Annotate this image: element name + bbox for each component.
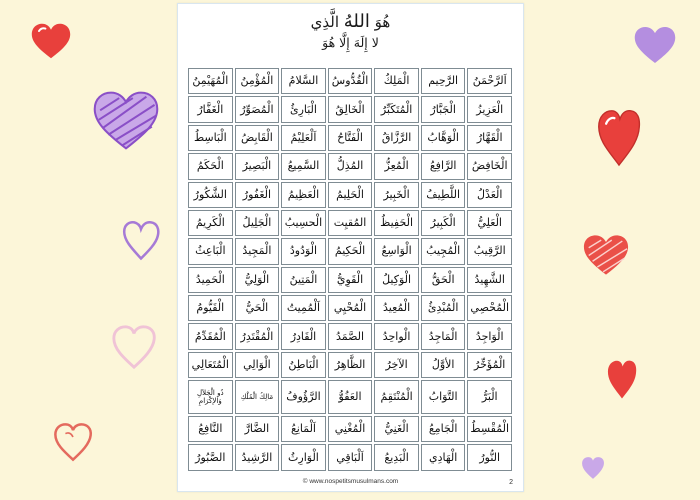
table-row: [188, 68, 512, 94]
name-cell: الرَّحِيم: [421, 68, 466, 94]
name-cell: الْقَيُّومُ: [188, 295, 233, 321]
name-cell: الرَّافِعُ: [421, 153, 466, 179]
name-cell: الصَّمَدُ: [328, 323, 373, 349]
name-cell: الْخَافِضُ: [467, 153, 512, 179]
table-row: [188, 153, 512, 179]
name-cell: المُذِلُّ: [328, 153, 373, 179]
name-cell: اَلْبَاقِي: [328, 444, 373, 471]
header-word-huwa: هُوَ: [374, 13, 391, 31]
name-cell: الْفَتَّاحُ: [328, 125, 373, 151]
name-cell: السَّلامُ: [281, 68, 326, 94]
name-cell: الْقَهَّارُ: [467, 125, 512, 151]
name-cell: الْبَاطِنُ: [281, 352, 326, 378]
name-cell: الْجَامِعُ: [421, 416, 466, 442]
name-cell: الْمَجِيدُ: [235, 238, 280, 264]
table-row: [188, 352, 512, 378]
purple-heart-icon: [633, 24, 677, 66]
name-cell: الْبَصِيرُ: [235, 153, 280, 179]
name-cell: الْغَفَّارُ: [188, 96, 233, 122]
name-cell: الْمُتَكَبِّرُ: [374, 96, 419, 122]
name-cell: الْمَلِكُ: [374, 68, 419, 94]
footer-url: © www.nospetitsmusulmans.com: [302, 478, 399, 485]
name-cell: الأوَّلُ: [421, 352, 466, 378]
name-cell: الشَّهِيدُ: [467, 267, 512, 293]
worksheet-header: [178, 12, 523, 52]
name-cell: الْهَادِي: [421, 444, 466, 471]
name-cell: التَّوَابُ: [421, 380, 466, 414]
name-cell: الْبَارِئُ: [281, 96, 326, 122]
name-cell: الْوَهَّابُ: [421, 125, 466, 151]
red-heart-icon: [596, 105, 642, 169]
name-cell: الْواحِدُ: [374, 323, 419, 349]
name-cell: الْمُحْصِي: [467, 295, 512, 321]
name-cell: العَفُوُّ: [328, 380, 373, 414]
names-table: [186, 66, 514, 473]
name-cell: الرَّقِيبُ: [467, 238, 512, 264]
red-heart-icon: [31, 22, 71, 60]
name-cell: الْجَبَّارُ: [421, 96, 466, 122]
name-cell: الْعَزِيزُ: [467, 96, 512, 122]
name-cell: الْوَدُودُ: [281, 238, 326, 264]
name-cell: الشَّكُورُ: [188, 182, 233, 208]
name-cell: الْمُغْنِي: [328, 416, 373, 442]
name-cell: الْمُبْدِئُ: [421, 295, 466, 321]
name-cell: الْبَاعِثُ: [188, 238, 233, 264]
header-line-1: [178, 12, 523, 32]
table-row: [188, 323, 512, 349]
name-cell: الْوَالِي: [235, 352, 280, 378]
name-cell: الظَّاهِرُ: [328, 352, 373, 378]
name-cell: الْحَفِيظُ: [374, 210, 419, 236]
name-cell: الْخَالِقُ: [328, 96, 373, 122]
name-cell: اَلْعَلِيْمُ: [281, 125, 326, 151]
name-cell: الْبَاسِطُ: [188, 125, 233, 151]
name-cell: الْمُنْتَقِمُ: [374, 380, 419, 414]
name-cell: الْكَبِيرُ: [421, 210, 466, 236]
name-cell: ذُو الْجَلاَلِ وَالإكْرَامِ: [188, 380, 233, 414]
header-line-2: لا إِلَهَ إِلَّا هُوَ: [322, 35, 379, 50]
header-word-alladhi: الَّذِي: [310, 13, 339, 31]
outline-purple-heart-icon: [120, 216, 162, 264]
name-cell: الْقُدُّوسُ: [328, 68, 373, 94]
red-heart-icon: [606, 358, 638, 400]
purple-heart-icon: [580, 454, 606, 482]
name-cell: المُقيِت: [328, 210, 373, 236]
name-cell: الْجَلِيلُ: [235, 210, 280, 236]
name-cell: الْمُعِزُّ: [374, 153, 419, 179]
name-cell: الرَّشِيدُ: [235, 444, 280, 471]
name-cell: الْمُعِيدُ: [374, 295, 419, 321]
name-cell: الْقَوِيُّ: [328, 267, 373, 293]
name-cell: الْمُحْيِي: [328, 295, 373, 321]
name-cell: الْقَابِضُ: [235, 125, 280, 151]
name-cell: الْحَمِيدُ: [188, 267, 233, 293]
name-cell: الْمُؤْمِنُ: [235, 68, 280, 94]
name-cell: الْحَيُّ: [235, 295, 280, 321]
name-cell: اللَّطِيفُ: [421, 182, 466, 208]
name-cell: الْقَادِرُ: [281, 323, 326, 349]
pink-outline-heart-icon: [110, 322, 158, 372]
name-cell: الْوَارِثُ: [281, 444, 326, 471]
name-cell: الآخِرُ: [374, 352, 419, 378]
name-cell: الْغَنِيُّ: [374, 416, 419, 442]
name-cell: الضَّارَّ: [235, 416, 280, 442]
name-cell: الْمَتِينُ: [281, 267, 326, 293]
name-cell: الْوَلِيُّ: [235, 267, 280, 293]
name-cell: الْبَدِيعُ: [374, 444, 419, 471]
name-cell: الْكَرِيمُ: [188, 210, 233, 236]
name-cell: الْمُهَيْمِنُ: [188, 68, 233, 94]
name-cell: الْغَفُورُ: [235, 182, 280, 208]
scribble-purple-heart-icon: [92, 88, 160, 153]
page-number: 2: [509, 479, 513, 486]
name-cell: الْحسِيبُ: [281, 210, 326, 236]
name-cell: الرَّؤُوفُ: [281, 380, 326, 414]
name-cell: النَّافِعُ: [188, 416, 233, 442]
worksheet-page: [177, 3, 524, 492]
table-row: [188, 295, 512, 321]
name-cell: الرَّزَّاقُ: [374, 125, 419, 151]
name-cell: الصَّبُورُ: [188, 444, 233, 471]
name-cell: مَالِكُ الْمُلْكِ: [235, 380, 280, 414]
table-row: [188, 444, 512, 471]
name-cell: الْمُقْسِطُ: [467, 416, 512, 442]
name-cell: الْوَاجِدُ: [467, 323, 512, 349]
name-cell: الْوَاسِعُ: [374, 238, 419, 264]
red-outline-heart-icon: [52, 420, 94, 464]
header-word-allah: اللهُ: [343, 11, 370, 32]
name-cell: اَلْمَانِعُ: [281, 416, 326, 442]
name-cell: الْحَكِيمُ: [328, 238, 373, 264]
name-cell: الْمُصَوِّرُ: [235, 96, 280, 122]
table-row: [188, 96, 512, 122]
table-row: [188, 238, 512, 264]
name-cell: السَّمِيعُ: [281, 153, 326, 179]
name-cell: الْحَلِيمُ: [328, 182, 373, 208]
name-cell: الْخَبِيرُ: [374, 182, 419, 208]
table-row: [188, 210, 512, 236]
name-cell: الْعَلِيُّ: [467, 210, 512, 236]
name-cell: الْوَكِيلُ: [374, 267, 419, 293]
name-cell: الْعَدْلُ: [467, 182, 512, 208]
name-cell: الْحَكَمُ: [188, 153, 233, 179]
name-cell: النُّورُ: [467, 444, 512, 471]
name-cell: الْمَاجِدُ: [421, 323, 466, 349]
table-row: [188, 125, 512, 151]
name-cell: الْعَظِيمُ: [281, 182, 326, 208]
table-row: [188, 416, 512, 442]
name-cell: الْمُقْتَدِرُ: [235, 323, 280, 349]
name-cell: الْمُجِيبُ: [421, 238, 466, 264]
name-cell: الْحَقُّ: [421, 267, 466, 293]
table-row: [188, 380, 512, 414]
name-cell: الْمُتَعَالِي: [188, 352, 233, 378]
table-row: [188, 267, 512, 293]
scribble-red-heart-icon: [582, 232, 630, 278]
name-cell: اَلرَّحْمَنُ: [467, 68, 512, 94]
table-row: [188, 182, 512, 208]
name-cell: الْبَرُّ: [467, 380, 512, 414]
name-cell: الْمُؤَخِّرُ: [467, 352, 512, 378]
name-cell: اَلْمُمِيتُ: [281, 295, 326, 321]
name-cell: الْمُقَدِّمُ: [188, 323, 233, 349]
